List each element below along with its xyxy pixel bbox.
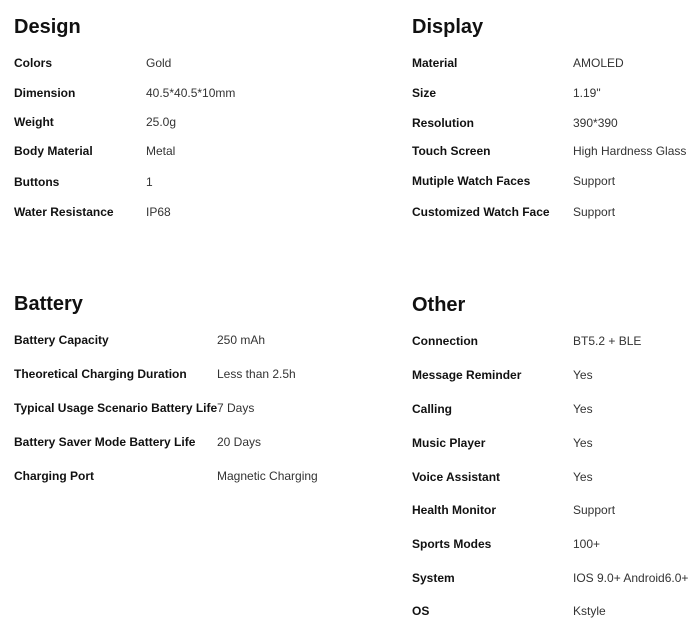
spec-label: System xyxy=(412,571,455,585)
spec-value: IOS 9.0+ Android6.0+ xyxy=(573,571,689,585)
spec-value: Support xyxy=(573,174,616,188)
spec-value: 7 Days xyxy=(217,401,255,415)
spec-row-voice-assistant xyxy=(412,470,697,490)
spec-row-calling xyxy=(412,402,697,422)
spec-label: Message Reminder xyxy=(412,368,522,382)
spec-row-dimension xyxy=(14,86,314,106)
spec-label: OS xyxy=(412,604,430,618)
spec-label: Weight xyxy=(14,115,54,129)
spec-label: Customized Watch Face xyxy=(412,205,550,219)
spec-label: Music Player xyxy=(412,436,486,450)
spec-row-resolution xyxy=(412,116,697,136)
spec-value: 25.0g xyxy=(146,115,177,129)
spec-value: Kstyle xyxy=(573,604,606,618)
spec-value: 250 mAh xyxy=(217,333,266,347)
spec-row-buttons xyxy=(14,175,314,195)
spec-label: Health Monitor xyxy=(412,503,496,517)
spec-label: Colors xyxy=(14,56,53,70)
spec-label: Size xyxy=(412,86,437,100)
spec-label: Calling xyxy=(412,402,453,416)
spec-row-material xyxy=(412,56,697,76)
spec-row-watch-faces xyxy=(412,174,697,194)
spec-value: 100+ xyxy=(573,537,601,551)
spec-value: Magnetic Charging xyxy=(217,469,318,483)
spec-row-connection xyxy=(412,334,697,354)
spec-label: Battery Capacity xyxy=(14,333,109,347)
spec-value: High Hardness Glass xyxy=(573,144,687,158)
spec-row-music-player xyxy=(412,436,697,456)
display-title: Display xyxy=(412,16,484,38)
spec-row-charging-port xyxy=(14,469,354,489)
spec-row-weight xyxy=(14,115,314,135)
spec-label: Mutiple Watch Faces xyxy=(412,174,531,188)
spec-label: Charging Port xyxy=(14,469,94,483)
spec-value: Metal xyxy=(146,144,176,158)
spec-label: Connection xyxy=(412,334,478,348)
spec-label: Sports Modes xyxy=(412,537,492,551)
spec-row-charging-duration xyxy=(14,367,354,387)
spec-row-body-material xyxy=(14,144,314,164)
spec-label: Body Material xyxy=(14,144,93,158)
spec-row-water-resistance xyxy=(14,205,314,225)
spec-label: Voice Assistant xyxy=(412,470,501,484)
spec-value: Less than 2.5h xyxy=(217,367,296,381)
spec-value: IP68 xyxy=(146,205,171,219)
spec-row-saver-battery-life xyxy=(14,435,354,455)
other-title: Other xyxy=(412,294,466,316)
spec-value: 40.5*40.5*10mm xyxy=(146,86,236,100)
spec-row-os xyxy=(412,604,697,624)
spec-label: Resolution xyxy=(412,116,474,130)
spec-label: Material xyxy=(412,56,458,70)
spec-value: 20 Days xyxy=(217,435,262,449)
spec-row-battery-capacity xyxy=(14,333,354,353)
spec-value: Gold xyxy=(146,56,172,70)
spec-row-typical-battery-life xyxy=(14,401,354,421)
spec-value: Support xyxy=(573,205,616,219)
spec-value: Yes xyxy=(573,436,593,450)
spec-value: AMOLED xyxy=(573,56,624,70)
spec-row-health-monitor xyxy=(412,503,697,523)
spec-row-message-reminder xyxy=(412,368,697,388)
spec-row-size xyxy=(412,86,697,106)
spec-label: Touch Screen xyxy=(412,144,491,158)
spec-row-system xyxy=(412,571,697,591)
spec-label: Battery Saver Mode Battery Life xyxy=(14,435,196,449)
spec-row-sports-modes xyxy=(412,537,697,557)
spec-label: Theoretical Charging Duration xyxy=(14,367,187,381)
spec-row-customized-watch-face xyxy=(412,205,697,225)
battery-title: Battery xyxy=(14,293,83,315)
spec-row-colors xyxy=(14,56,314,76)
spec-label: Dimension xyxy=(14,86,76,100)
spec-label: Typical Usage Scenario Battery Life xyxy=(14,401,218,415)
design-title: Design xyxy=(14,16,81,38)
spec-label: Water Resistance xyxy=(14,205,114,219)
spec-value: Yes xyxy=(573,402,593,416)
spec-value: BT5.2 + BLE xyxy=(573,334,642,348)
spec-label: Buttons xyxy=(14,175,60,189)
spec-row-touch-screen xyxy=(412,144,697,164)
spec-value: Yes xyxy=(573,368,593,382)
spec-value: 390*390 xyxy=(573,116,618,130)
spec-value: 1 xyxy=(146,175,153,189)
spec-value: Support xyxy=(573,503,616,517)
spec-value: Yes xyxy=(573,470,593,484)
spec-value: 1.19" xyxy=(573,86,601,100)
